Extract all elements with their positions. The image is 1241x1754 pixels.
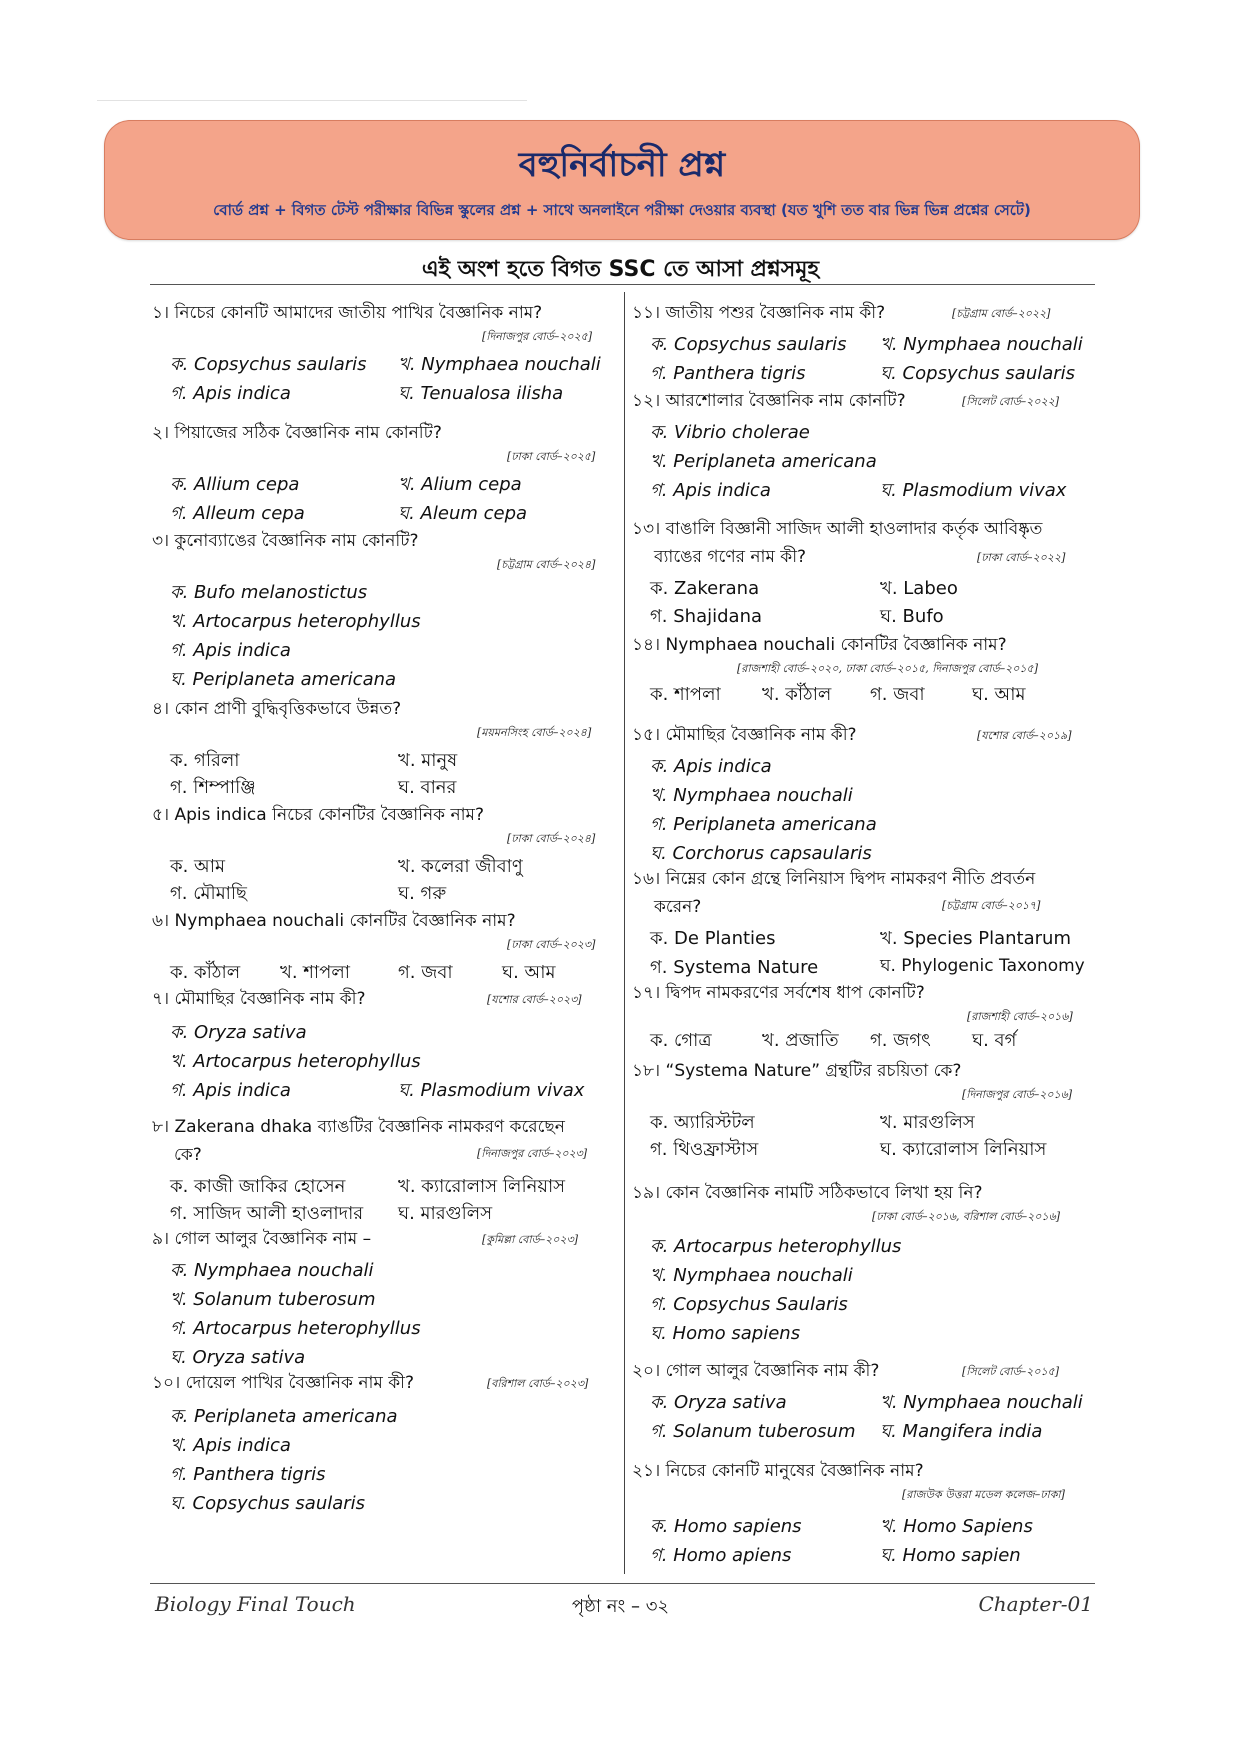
option-c: গ. Artocarpus heterophyllus	[170, 1318, 421, 1339]
option-a: ক. Artocarpus heterophyllus	[650, 1236, 902, 1257]
footer-book-title: Biology Final Touch	[155, 1592, 356, 1616]
option-b: খ. কলেরা জীবাণু	[398, 856, 523, 877]
option-c: গ. মৌমাছি	[170, 883, 247, 904]
option-b: খ. Artocarpus heterophyllus	[170, 1051, 421, 1072]
option-c: গ. Homo apiens	[650, 1545, 792, 1566]
option-a: ক. আম	[170, 856, 226, 877]
question-text: ২০। গোল আলুর বৈজ্ঞানিক নাম কী?	[632, 1361, 880, 1381]
option-c: গ. Panthera tigris	[650, 363, 806, 384]
option-b: খ. Nymphaea nouchali	[398, 354, 601, 375]
option-c: গ. Copsychus Saularis	[650, 1294, 848, 1315]
option-a: ক. De Planties	[650, 928, 776, 949]
question-text: ৭। মৌমাছির বৈজ্ঞানিক নাম কী?	[152, 989, 366, 1009]
option-d: ঘ. Copsychus saularis	[880, 363, 1076, 384]
option-c: গ. শিম্পাঞ্জি	[170, 777, 256, 798]
option-d: ঘ. আম	[972, 684, 1026, 705]
question-text: ৩। কুনোব্যাঙের বৈজ্ঞানিক নাম কোনটি?	[152, 531, 419, 551]
option-d: ঘ. মারগুলিস	[398, 1203, 493, 1224]
question-source: [চট্টগ্রাম বোর্ড–২০১৭]	[942, 899, 1041, 912]
question-text: ১২। আরশোলার বৈজ্ঞানিক নাম কোনটি?	[632, 391, 906, 411]
option-d: ঘ. Bufo	[880, 606, 944, 627]
page-subtitle: বোর্ড প্রশ্ন + বিগত টেস্ট পরীক্ষার বিভিন্ন স্কুলের প্রশ্ন + সাথে অনলাইনে পরীক্ষা দেওয়ার ব্যবস্থা (যত খুশি তত বার ভিন্ন ভিন্ন প্রশ্নের সেটে)	[213, 201, 1031, 219]
question-text: ১৩। বাঙালি বিজ্ঞানী সাজিদ আলী হাওলাদার কর্তৃক আবিষ্কৃত	[632, 519, 1043, 539]
question-source: [যশোর বোর্ড–২০১৯]	[977, 729, 1072, 742]
option-a: ক. Bufo melanostictus	[170, 582, 368, 603]
option-b: খ. Species Plantarum	[880, 928, 1071, 949]
option-b: খ. Solanum tuberosum	[170, 1289, 376, 1310]
question-source: [বরিশাল বোর্ড–২০২৩]	[487, 1377, 589, 1390]
option-c: গ. Apis indica	[170, 640, 291, 661]
option-a: ক. Zakerana	[650, 578, 760, 599]
question-text: ১৮। “Systema Nature” গ্রন্থটির রচয়িতা কে?	[632, 1061, 962, 1081]
option-a: ক. Apis indica	[650, 756, 772, 777]
option-b: খ. Nymphaea nouchali	[650, 1265, 853, 1286]
option-a: ক. শাপলা	[650, 684, 721, 705]
question-source: [সিলেট বোর্ড–২০২২]	[962, 395, 1060, 408]
question-source: [যশোর বোর্ড–২০২৩]	[487, 993, 582, 1006]
option-a: ক. গরিলা	[170, 750, 240, 771]
top-rule	[97, 100, 527, 101]
option-a: ক. Copsychus saularis	[650, 334, 847, 355]
option-c: গ. Solanum tuberosum	[650, 1421, 856, 1442]
option-d: ঘ. Corchorus capsaularis	[650, 843, 872, 864]
option-c: গ. Apis indica	[170, 1080, 291, 1101]
question-source: [রাজশাহী বোর্ড–২০১৬]	[967, 1010, 1073, 1023]
option-b: খ. Artocarpus heterophyllus	[170, 611, 421, 632]
option-d: ঘ. Mangifera india	[880, 1421, 1043, 1442]
option-a: ক. কাঁঠাল	[170, 962, 241, 983]
option-c: গ. জগৎ	[870, 1030, 931, 1051]
option-d: ঘ. Plasmodium vivax	[398, 1080, 585, 1101]
question-source: [ঢাকা বোর্ড–২০২৫]	[507, 450, 596, 463]
option-a: ক. অ্যারিস্টটল	[650, 1112, 755, 1133]
question-source: [দিনাজপুর বোর্ড–২০২৫]	[482, 330, 593, 343]
question-text: ১। নিচের কোনটি আমাদের জাতীয় পাখির বৈজ্ঞানিক নাম?	[152, 303, 543, 323]
option-b: খ. মারগুলিস	[880, 1112, 975, 1133]
question-source: [ময়মনসিংহ বোর্ড–২০২৪]	[477, 726, 592, 739]
question-text: ১১। জাতীয় পশুর বৈজ্ঞানিক নাম কী?	[632, 303, 886, 323]
question-source: [দিনাজপুর বোর্ড–২০১৬]	[962, 1088, 1073, 1101]
option-c: গ. Shajidana	[650, 606, 763, 627]
question-source: [রাজশাহী বোর্ড–২০২০, ঢাকা বোর্ড–২০১৫, দিনাজপুর বোর্ড–২০১৫]	[737, 662, 1038, 675]
option-a: ক. গোত্র	[650, 1030, 712, 1051]
question-text: ৬। Nymphaea nouchali কোনটির বৈজ্ঞানিক নাম?	[152, 911, 516, 931]
option-b: খ. Nymphaea nouchali	[650, 785, 853, 806]
question-text-cont: ব্যাঙের গণের নাম কী?	[654, 547, 807, 567]
option-b: খ. Apis indica	[170, 1435, 291, 1456]
option-a: ক. Copsychus saularis	[170, 354, 367, 375]
question-text: ১৯। কোন বৈজ্ঞানিক নামটি সঠিকভাবে লিখা হয় নি?	[632, 1183, 983, 1203]
question-text: ১৭। দ্বিপদ নামকরণের সর্বশেষ ধাপ কোনটি?	[632, 983, 925, 1003]
section-heading: এই অংশ হতে বিগত SSC তে আসা প্রশ্নসমূহ	[421, 257, 820, 282]
question-text-cont: করেন?	[654, 897, 702, 917]
question-text: ১৫। মৌমাছির বৈজ্ঞানিক নাম কী?	[632, 725, 857, 745]
option-a: ক. Nymphaea nouchali	[170, 1260, 374, 1281]
question-source: [ঢাকা বোর্ড–২০২৪]	[507, 832, 596, 845]
question-text-cont: কে?	[174, 1145, 202, 1165]
option-b: খ. Labeo	[880, 578, 958, 599]
question-text: ১৬। নিম্নের কোন গ্রন্থে লিনিয়াস দ্বিপদ নামকরণ নীতি প্রবর্তন	[632, 869, 1036, 889]
option-b: খ. Periplaneta americana	[650, 451, 877, 472]
question-source: [কুমিল্লা বোর্ড–২০২৩]	[482, 1233, 579, 1246]
question-text: ৪। কোন প্রাণী বুদ্ধিবৃত্তিকভাবে উন্নত?	[152, 699, 402, 719]
option-b: খ. Alium cepa	[398, 474, 522, 495]
question-text: ১০। দোয়েল পাখির বৈজ্ঞানিক নাম কী?	[152, 1373, 415, 1393]
option-b: খ. Nymphaea nouchali	[880, 1392, 1083, 1413]
option-c: গ. Periplaneta americana	[650, 814, 877, 835]
option-d: ঘ. গরু	[398, 883, 447, 904]
option-c: গ. Systema Nature	[650, 957, 819, 978]
option-b: খ. মানুষ	[398, 750, 458, 771]
option-d: ঘ. Plasmodium vivax	[880, 480, 1067, 501]
option-a: ক. Vibrio cholerae	[650, 422, 810, 443]
option-b: খ. ক্যারোলাস লিনিয়াস	[398, 1176, 566, 1197]
option-a: ক. Allium cepa	[170, 474, 300, 495]
question-source: [ঢাকা বোর্ড–২০২৩]	[507, 938, 596, 951]
question-source: [দিনাজপুর বোর্ড–২০২৩]	[477, 1147, 588, 1160]
option-c: গ. থিওফ্রাস্টাস	[650, 1139, 759, 1160]
question-source: [রাজউক উত্তরা মডেল কলেজ–ঢাকা]	[902, 1488, 1065, 1501]
option-c: গ. Alleum cepa	[170, 503, 305, 524]
question-source: [সিলেট বোর্ড–২০১৫]	[962, 1365, 1060, 1378]
option-a: ক. Periplaneta americana	[170, 1406, 398, 1427]
option-d: ঘ. আম	[502, 962, 556, 983]
option-d: ঘ. Tenualosa ilisha	[398, 383, 564, 404]
section-rule	[150, 284, 1095, 285]
option-d: ঘ. Periplaneta americana	[170, 669, 397, 690]
page-title: বহুনির্বাচনী প্রশ্ন	[518, 145, 726, 185]
column-divider	[624, 292, 625, 1574]
option-c: গ. Panthera tigris	[170, 1464, 326, 1485]
option-a: ক. Homo sapiens	[650, 1516, 802, 1537]
title-banner	[104, 120, 1140, 240]
option-a: ক. Oryza sativa	[170, 1022, 307, 1043]
option-c: গ. Apis indica	[170, 383, 291, 404]
footer-chapter: Chapter-01	[978, 1592, 1093, 1616]
option-d: ঘ. Homo sapien	[880, 1545, 1021, 1566]
option-b: খ. Nymphaea nouchali	[880, 334, 1083, 355]
question-source: [চট্টগ্রাম বোর্ড–২০২৪]	[497, 558, 596, 571]
option-a: ক. Oryza sativa	[650, 1392, 787, 1413]
question-text: ২। পিয়াজের সঠিক বৈজ্ঞানিক নাম কোনটি?	[152, 423, 442, 443]
option-d: ঘ. বর্গ	[972, 1030, 1017, 1051]
option-d: ঘ. Phylogenic Taxonomy	[880, 956, 1085, 976]
question-source: [ঢাকা বোর্ড–২০১৬, বরিশাল বোর্ড–২০১৬]	[872, 1210, 1061, 1223]
page-number: পৃষ্ঠা নং – ৩২	[571, 1596, 670, 1617]
option-b: খ. কাঁঠাল	[762, 684, 832, 705]
question-text: ১৪। Nymphaea nouchali কোনটির বৈজ্ঞানিক নাম?	[632, 635, 1007, 655]
option-c: গ. জবা	[398, 962, 453, 983]
option-d: ঘ. ক্যারোলাস লিনিয়াস	[880, 1139, 1047, 1160]
footer-rule	[150, 1583, 1095, 1584]
question-text: ৮। Zakerana dhaka ব্যাঙটির বৈজ্ঞানিক নামকরণ করেছেন	[152, 1117, 565, 1137]
question-source: [ঢাকা বোর্ড–২০২২]	[977, 551, 1066, 564]
option-a: ক. কাজী জাকির হোসেন	[170, 1176, 346, 1197]
option-c: গ. সাজিদ আলী হাওলাদার	[170, 1203, 364, 1224]
option-d: ঘ. Copsychus saularis	[170, 1493, 366, 1514]
question-source: [চট্টগ্রাম বোর্ড–২০২২]	[952, 307, 1051, 320]
option-d: ঘ. বানর	[398, 777, 457, 798]
option-c: গ. জবা	[870, 684, 925, 705]
option-b: খ. শাপলা	[280, 962, 350, 983]
option-d: ঘ. Oryza sativa	[170, 1347, 306, 1368]
question-text: ২১। নিচের কোনটি মানুষের বৈজ্ঞানিক নাম?	[632, 1461, 924, 1481]
option-b: খ. Homo Sapiens	[880, 1516, 1033, 1537]
option-c: গ. Apis indica	[650, 480, 771, 501]
question-text: ৯। গোল আলুর বৈজ্ঞানিক নাম –	[152, 1229, 372, 1249]
option-d: ঘ. Homo sapiens	[650, 1323, 801, 1344]
option-d: ঘ. Aleum cepa	[398, 503, 528, 524]
option-b: খ. প্রজাতি	[762, 1030, 839, 1051]
question-text: ৫। Apis indica নিচের কোনটির বৈজ্ঞানিক নাম?	[152, 805, 485, 825]
